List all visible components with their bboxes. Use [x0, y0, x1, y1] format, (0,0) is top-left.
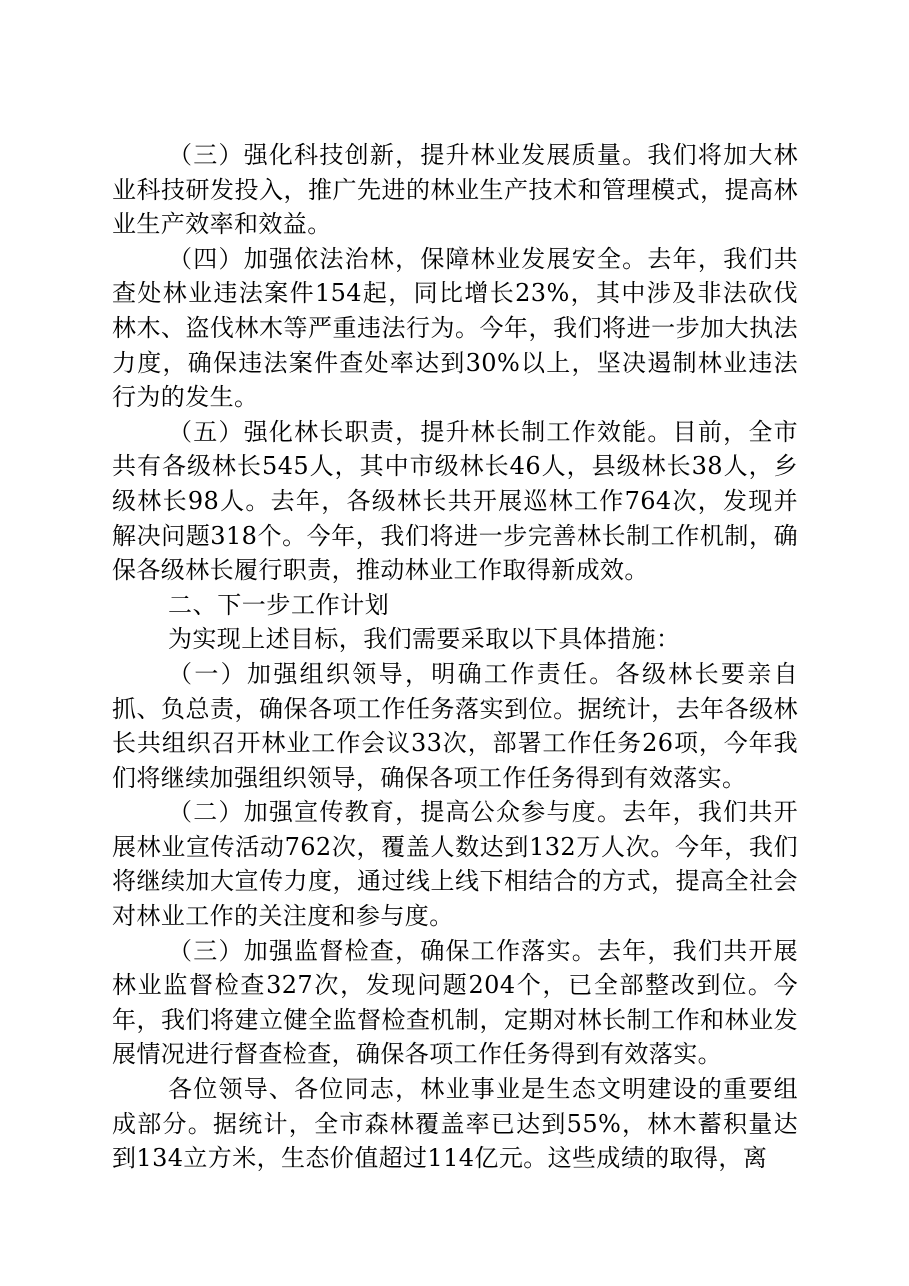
paragraph-body: 去年，我们共查处林业违法案件154起，同比增长23%，其中涉及非法砍伐林木、盗伐林木等严重违法行为。今年，我们将进一步加大执法力度，确保违法案件查处率达到30%以上，坚决遏制林业违法行为的发生。: [112, 244, 798, 412]
paragraph-forest-chief: [112, 415, 798, 588]
paragraph-measure-supervision: [112, 934, 798, 1072]
paragraph-body: 各级林长要亲自抓、负总责，确保各项工作任务落实到位。据统计，去年各级林长共组织召开林业工作会议33次，部署工作任务26项，今年我们将继续加强组织领导，确保各项工作任务得到有效落实。: [112, 659, 798, 792]
paragraph-lead: （四）加强依法治林，保障林业发展安全。: [168, 244, 648, 273]
paragraph-body: 去年，我们共开展林业宣传活动762次，覆盖人数达到132万人次。今年，我们将继续加大宣传力度，通过线上线下相结合的方式，提高全社会对林业工作的关注度和参与度。: [112, 798, 798, 931]
paragraph-measure-publicity: [112, 795, 798, 933]
paragraph-tech-innovation: [112, 138, 798, 242]
section-heading: 二、下一步工作计划: [168, 590, 390, 619]
paragraph-intro: 为实现上述目标，我们需要采取以下具体措施：: [168, 625, 681, 654]
paragraph-law-enforcement: [112, 242, 798, 415]
document-body: [112, 138, 798, 1176]
paragraph-lead: （一）加强组织领导，明确工作责任。: [168, 659, 616, 688]
paragraph-closing: 各位领导、各位同志，林业事业是生态文明建设的重要组成部分。据统计，全市森林覆盖率已达到55%，林木蓄积量达到134立方米，生态价值超过114亿元。这些成绩的取得，离: [112, 1075, 798, 1173]
paragraph-body: 目前，全市共有各级林长545人，其中市级林长46人，县级林长38人，乡级林长98人。去年，各级林长共开展巡林工作764次，发现并解决问题318个。今年，我们将进一步完善林长制工作机制，确保各级林长履行职责，推动林业工作取得新成效。: [112, 417, 799, 585]
paragraph-lead: （三）加强监督检查，确保工作落实。: [168, 936, 597, 965]
paragraph-measure-organization: [112, 657, 798, 795]
paragraph-lead: （二）加强宣传教育，提高公众参与度。: [168, 798, 623, 827]
paragraph-lead: （五）强化林长职责，提升林长制工作效能。: [168, 417, 673, 446]
paragraph-body: 去年，我们共开展林业监督检查327次，发现问题204个，已全部整改到位。今年，我们将建立健全监督检查机制，定期对林长制工作和林业发展情况进行督查检查，确保各项工作任务得到有效落实。: [112, 936, 798, 1069]
paragraph-body: 我们将加大林业科技研发投入，推广先进的林业生产技术和管理模式，提高林业生产效率和效益。: [112, 141, 798, 239]
paragraph-lead: （三）强化科技创新，提升林业发展质量。: [168, 141, 648, 169]
